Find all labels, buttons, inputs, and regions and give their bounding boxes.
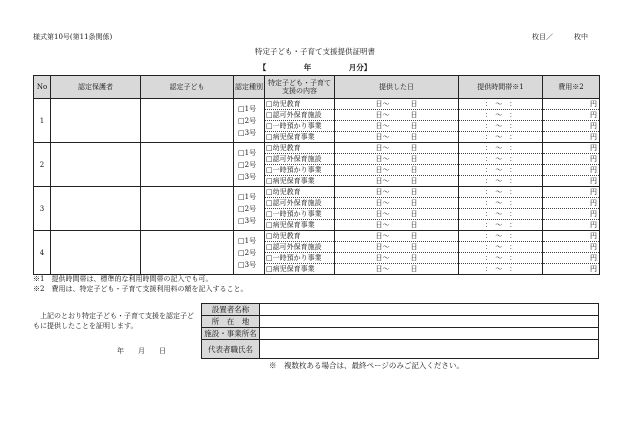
provision-table xyxy=(33,75,600,275)
service-checkbox[interactable]: □一時預かり事業 xyxy=(265,121,334,132)
time-range[interactable]: ： ～ ： xyxy=(459,154,542,165)
fee-amount[interactable]: 円 xyxy=(543,220,599,231)
date-range[interactable]: 日～ 日 xyxy=(335,110,458,121)
cert-type-checkbox[interactable]: □1号 xyxy=(238,192,257,201)
date-range[interactable]: 日～ 日 xyxy=(335,165,458,176)
guardian-cell[interactable] xyxy=(51,99,141,143)
row-number: 3 xyxy=(34,187,51,231)
time-range[interactable]: ： ～ ： xyxy=(459,253,542,264)
date-range[interactable]: 日～ 日 xyxy=(335,209,458,220)
service-cell xyxy=(265,187,335,231)
footer-note: ※ 複数枚ある場合は、最終ページのみご記入ください。 xyxy=(269,361,464,370)
cert-type-checkbox[interactable]: □3号 xyxy=(238,260,257,269)
date-line: 年 月 日 xyxy=(117,347,166,355)
date-range[interactable]: 日～ 日 xyxy=(335,176,458,187)
time-range[interactable]: ： ～ ： xyxy=(459,121,542,132)
header-date: 提供した日 xyxy=(335,76,459,99)
certification-statement: 上記のとおり特定子ども・子育て支援を認定子どもに提供したことを証明します。 xyxy=(33,312,194,330)
label-address: 所 在 地 xyxy=(202,316,260,328)
header-certification: 認定種別 xyxy=(234,76,265,99)
date-range[interactable]: 日～ 日 xyxy=(335,121,458,132)
service-checkbox[interactable]: □認可外保育施設 xyxy=(265,154,334,165)
date-range[interactable]: 日～ 日 xyxy=(375,232,418,240)
fee-amount[interactable]: 円 xyxy=(590,144,597,152)
fee-amount[interactable]: 円 xyxy=(543,209,599,220)
time-range[interactable]: ： ～ ： xyxy=(459,264,542,275)
cert-type-checkbox[interactable]: □1号 xyxy=(238,148,257,157)
time-range[interactable]: ： ～ ： xyxy=(459,209,542,220)
fee-amount[interactable]: 円 xyxy=(543,253,599,264)
fee-amount[interactable]: 円 xyxy=(543,176,599,187)
certification-cell xyxy=(234,143,265,187)
date-range[interactable]: 日～ 日 xyxy=(335,154,458,165)
time-cell xyxy=(459,187,543,231)
service-checkbox[interactable]: □幼児教育 xyxy=(266,188,301,196)
label-operator-name: 設置者名称 xyxy=(202,304,260,316)
date-range[interactable]: 日～ 日 xyxy=(375,188,418,196)
fee-amount[interactable]: 円 xyxy=(590,100,597,108)
service-cell xyxy=(265,231,335,275)
fee-amount[interactable]: 円 xyxy=(590,232,597,240)
fee-amount[interactable]: 円 xyxy=(590,188,597,196)
time-range[interactable]: ： ～ ： xyxy=(484,100,517,108)
service-checkbox[interactable]: □幼児教育 xyxy=(266,232,301,240)
fee-amount[interactable]: 円 xyxy=(543,121,599,132)
time-range[interactable]: ： ～ ： xyxy=(459,176,542,187)
table-header-row xyxy=(34,76,600,99)
header-time: 提供時間帯※1 xyxy=(459,76,543,99)
time-range[interactable]: ： ～ ： xyxy=(459,165,542,176)
fee-amount[interactable]: 円 xyxy=(543,198,599,209)
row-number: 2 xyxy=(34,143,51,187)
fee-amount[interactable]: 円 xyxy=(543,110,599,121)
service-checkbox[interactable]: □認可外保育施設 xyxy=(265,110,334,121)
service-checkbox[interactable]: □病児保育事業 xyxy=(265,176,334,187)
time-cell xyxy=(459,143,543,187)
period-line: 【 年 月分】 xyxy=(258,63,372,72)
cert-type-checkbox[interactable]: □1号 xyxy=(238,104,257,113)
service-cell xyxy=(265,143,335,187)
fee-amount[interactable]: 円 xyxy=(543,242,599,253)
date-range[interactable]: 日～ 日 xyxy=(375,100,418,108)
cert-type-checkbox[interactable]: □2号 xyxy=(238,248,257,257)
signature-table xyxy=(201,303,599,359)
cert-type-checkbox[interactable]: □3号 xyxy=(238,216,257,225)
service-checkbox[interactable]: □一時預かり事業 xyxy=(265,209,334,220)
operator-name-field[interactable] xyxy=(260,304,599,316)
row-number: 4 xyxy=(34,231,51,275)
form-number: 様式第10号(第11条関係) xyxy=(33,33,113,41)
service-checkbox[interactable]: □病児保育事業 xyxy=(265,220,334,231)
time-range[interactable]: ： ～ ： xyxy=(459,242,542,253)
cert-type-checkbox[interactable]: □1号 xyxy=(238,236,257,245)
header-guardian: 認定保護者 xyxy=(51,76,141,99)
guardian-cell[interactable] xyxy=(51,143,141,187)
fee-amount[interactable]: 円 xyxy=(543,264,599,275)
header-service: 特定子ども・子育て支援の内容 xyxy=(265,76,335,99)
service-checkbox[interactable]: □一時預かり事業 xyxy=(265,165,334,176)
certification-cell xyxy=(234,187,265,231)
time-range[interactable]: ： ～ ： xyxy=(459,220,542,231)
time-cell xyxy=(459,99,543,143)
guardian-cell[interactable] xyxy=(51,231,141,275)
child-cell[interactable] xyxy=(141,99,234,143)
date-range[interactable]: 日～ 日 xyxy=(335,242,458,253)
row-number: 1 xyxy=(34,99,51,143)
fee-amount[interactable]: 円 xyxy=(543,132,599,143)
service-checkbox[interactable]: □病児保育事業 xyxy=(265,132,334,143)
header-no: No xyxy=(34,76,51,99)
date-cell xyxy=(335,231,459,275)
date-range[interactable]: 日～ 日 xyxy=(375,144,418,152)
fee-cell xyxy=(543,99,600,143)
form-title: 特定子ども・子育て支援提供証明書 xyxy=(255,47,375,56)
child-cell[interactable] xyxy=(141,143,234,187)
time-range[interactable]: ： ～ ： xyxy=(484,144,517,152)
date-cell xyxy=(335,187,459,231)
certification-cell xyxy=(234,231,265,275)
table-row xyxy=(34,99,600,143)
note-2: ※2 費用は、特定子ども・子育て支援利用料の額を記入すること。 xyxy=(33,285,248,293)
fee-amount[interactable]: 円 xyxy=(543,154,599,165)
date-range[interactable]: 日～ 日 xyxy=(335,220,458,231)
child-cell[interactable] xyxy=(141,187,234,231)
facility-name-field[interactable] xyxy=(260,328,599,340)
fee-cell xyxy=(543,143,600,187)
date-range[interactable]: 日～ 日 xyxy=(335,253,458,264)
address-field[interactable] xyxy=(260,316,599,328)
label-facility-name: 施設・事業所名 xyxy=(202,328,260,340)
representative-field[interactable] xyxy=(260,340,599,359)
time-range[interactable]: ： ～ ： xyxy=(459,198,542,209)
cert-type-checkbox[interactable]: □2号 xyxy=(238,204,257,213)
time-range[interactable]: ： ～ ： xyxy=(459,110,542,121)
table-row xyxy=(34,231,600,275)
certification-cell xyxy=(234,99,265,143)
label-representative: 代表者職氏名 xyxy=(202,340,260,359)
service-checkbox[interactable]: □認可外保育施設 xyxy=(265,198,334,209)
cert-type-checkbox[interactable]: □3号 xyxy=(238,128,257,137)
page-counter: 枚目／ 枚中 xyxy=(532,33,588,41)
service-checkbox[interactable]: □認可外保育施設 xyxy=(265,242,334,253)
date-range[interactable]: 日～ 日 xyxy=(335,132,458,143)
date-range[interactable]: 日～ 日 xyxy=(335,264,458,275)
guardian-cell[interactable] xyxy=(51,187,141,231)
header-child: 認定子ども xyxy=(141,76,234,99)
header-fee: 費用※2 xyxy=(543,76,600,99)
cert-type-checkbox[interactable]: □2号 xyxy=(238,116,257,125)
cert-type-checkbox[interactable]: □3号 xyxy=(238,172,257,181)
date-range[interactable]: 日～ 日 xyxy=(335,198,458,209)
service-checkbox[interactable]: □幼児教育 xyxy=(266,100,301,108)
table-row xyxy=(34,143,600,187)
service-cell xyxy=(265,99,335,143)
service-checkbox[interactable]: □幼児教育 xyxy=(266,144,301,152)
note-1: ※1 提供時間帯は、標準的な利用時間帯の記入でも可。 xyxy=(33,275,213,283)
date-cell xyxy=(335,99,459,143)
cert-type-checkbox[interactable]: □2号 xyxy=(238,160,257,169)
fee-cell xyxy=(543,231,600,275)
service-checkbox[interactable]: □病児保育事業 xyxy=(265,264,334,275)
fee-cell xyxy=(543,187,600,231)
service-checkbox[interactable]: □一時預かり事業 xyxy=(265,253,334,264)
time-range[interactable]: ： ～ ： xyxy=(459,132,542,143)
time-range[interactable]: ： ～ ： xyxy=(484,188,517,196)
child-cell[interactable] xyxy=(141,231,234,275)
table-row xyxy=(34,187,600,231)
date-cell xyxy=(335,143,459,187)
fee-amount[interactable]: 円 xyxy=(543,165,599,176)
time-cell xyxy=(459,231,543,275)
time-range[interactable]: ： ～ ： xyxy=(484,232,517,240)
